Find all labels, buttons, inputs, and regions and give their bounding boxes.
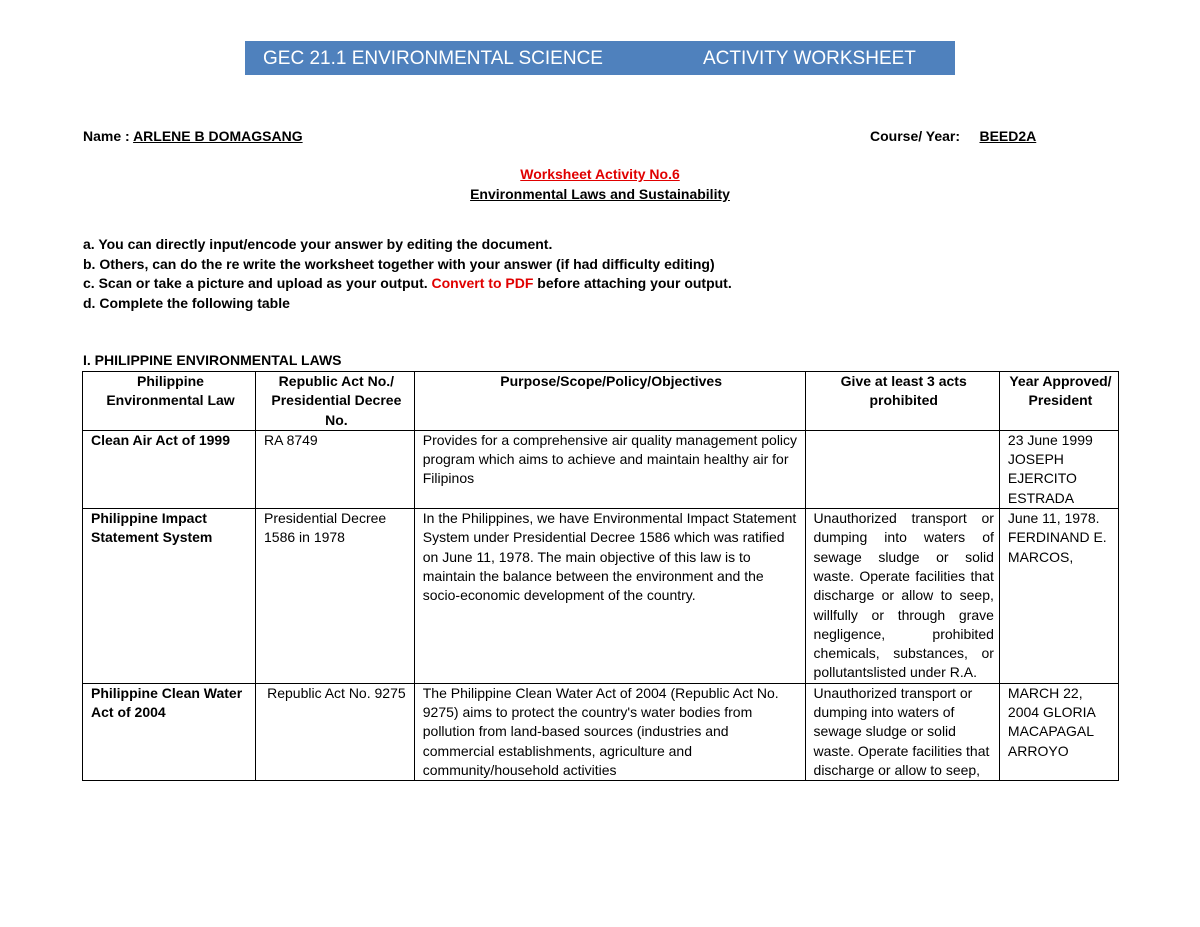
cell-prohibited <box>805 430 999 508</box>
instruction-c-highlight: Convert to PDF <box>431 275 534 291</box>
header-purpose: Purpose/Scope/Policy/Objectives <box>414 372 805 431</box>
course-label: Course/ Year: <box>870 128 961 144</box>
header-banner <box>245 41 955 75</box>
table-row <box>83 683 1119 780</box>
worksheet-title: Worksheet Activity No.6 <box>520 166 680 182</box>
cell-ra: RA 8749 <box>256 430 415 508</box>
cell-ra: Republic Act No. 9275 <box>256 683 415 780</box>
laws-table <box>82 371 1119 781</box>
cell-year: MARCH 22, 2004 GLORIA MACAPAGAL ARROYO <box>999 683 1118 780</box>
instructions <box>83 235 732 313</box>
course-year <box>870 128 1036 144</box>
cell-purpose: The Philippine Clean Water Act of 2004 (Republic Act No. 9275) aims to protect the country's water bodies from pollution from land-based sources (industries and commercial establishments, agriculture and community/household activities <box>414 683 805 780</box>
cell-purpose: Provides for a comprehensive air quality management policy program which aims to achieve and maintain healthy air for Filipinos <box>414 430 805 508</box>
worksheet-heading <box>0 164 1200 204</box>
cell-year: 23 June 1999 JOSEPH EJERCITO ESTRADA <box>999 430 1118 508</box>
student-info <box>83 128 1118 144</box>
cell-purpose: In the Philippines, we have Environmental Impact Statement System under Presidential Decree 1586 which was ratified on June 11, 1978. The main objective of this law is to maintain the balance between the environment and the socio-economic development of the country. <box>414 509 805 684</box>
worksheet-label: ACTIVITY WORKSHEET <box>703 48 916 69</box>
instruction-a: a. You can directly input/encode your answer by editing the document. <box>83 236 553 252</box>
instruction-d: d. Complete the following table <box>83 294 290 311</box>
cell-year: June 11, 1978. FERDINAND E. MARCOS, <box>999 509 1118 684</box>
header-ra: Republic Act No./ Presidential Decree No. <box>256 372 415 431</box>
cell-prohibited: Unauthorized transport or dumping into waters of sewage sludge or solid waste. Operate facilities that discharge or allow to seep, willfully or through grave negligence, prohibited chemicals, substances, or pollutantslisted under R.A. <box>805 509 999 684</box>
instruction-c-end: before attaching your output. <box>533 275 732 291</box>
header-law: Philippine Environmental Law <box>83 372 256 431</box>
table-header-row <box>83 372 1119 431</box>
cell-prohibited: Unauthorized transport or dumping into waters of sewage sludge or solid waste. Operate facilities that discharge or allow to seep, <box>805 683 999 780</box>
header-year: Year Approved/ President <box>999 372 1118 431</box>
cell-law: Philippine Impact Statement System <box>83 509 256 684</box>
instruction-b: b. Others, can do the re write the worksheet together with your answer (if had difficulty editing) <box>83 255 715 272</box>
cell-law: Clean Air Act of 1999 <box>83 430 256 508</box>
cell-law: Philippine Clean Water Act of 2004 <box>83 683 256 780</box>
table-row <box>83 509 1119 684</box>
section-title: I. PHILIPPINE ENVIRONMENTAL LAWS <box>83 352 342 368</box>
worksheet-subtitle: Environmental Laws and Sustainability <box>470 186 730 202</box>
header-prohibited: Give at least 3 acts prohibited <box>805 372 999 431</box>
instruction-c <box>83 274 732 294</box>
course-value: BEED2A <box>979 128 1037 144</box>
table-row <box>83 430 1119 508</box>
name-label: Name : <box>83 128 130 144</box>
cell-ra: Presidential Decree 1586 in 1978 <box>256 509 415 684</box>
instruction-c-text: c. Scan or take a picture and upload as your output. <box>83 275 432 291</box>
name-value: ARLENE B DOMAGSANG <box>133 128 303 144</box>
course-title: GEC 21.1 ENVIRONMENTAL SCIENCE <box>263 48 603 69</box>
